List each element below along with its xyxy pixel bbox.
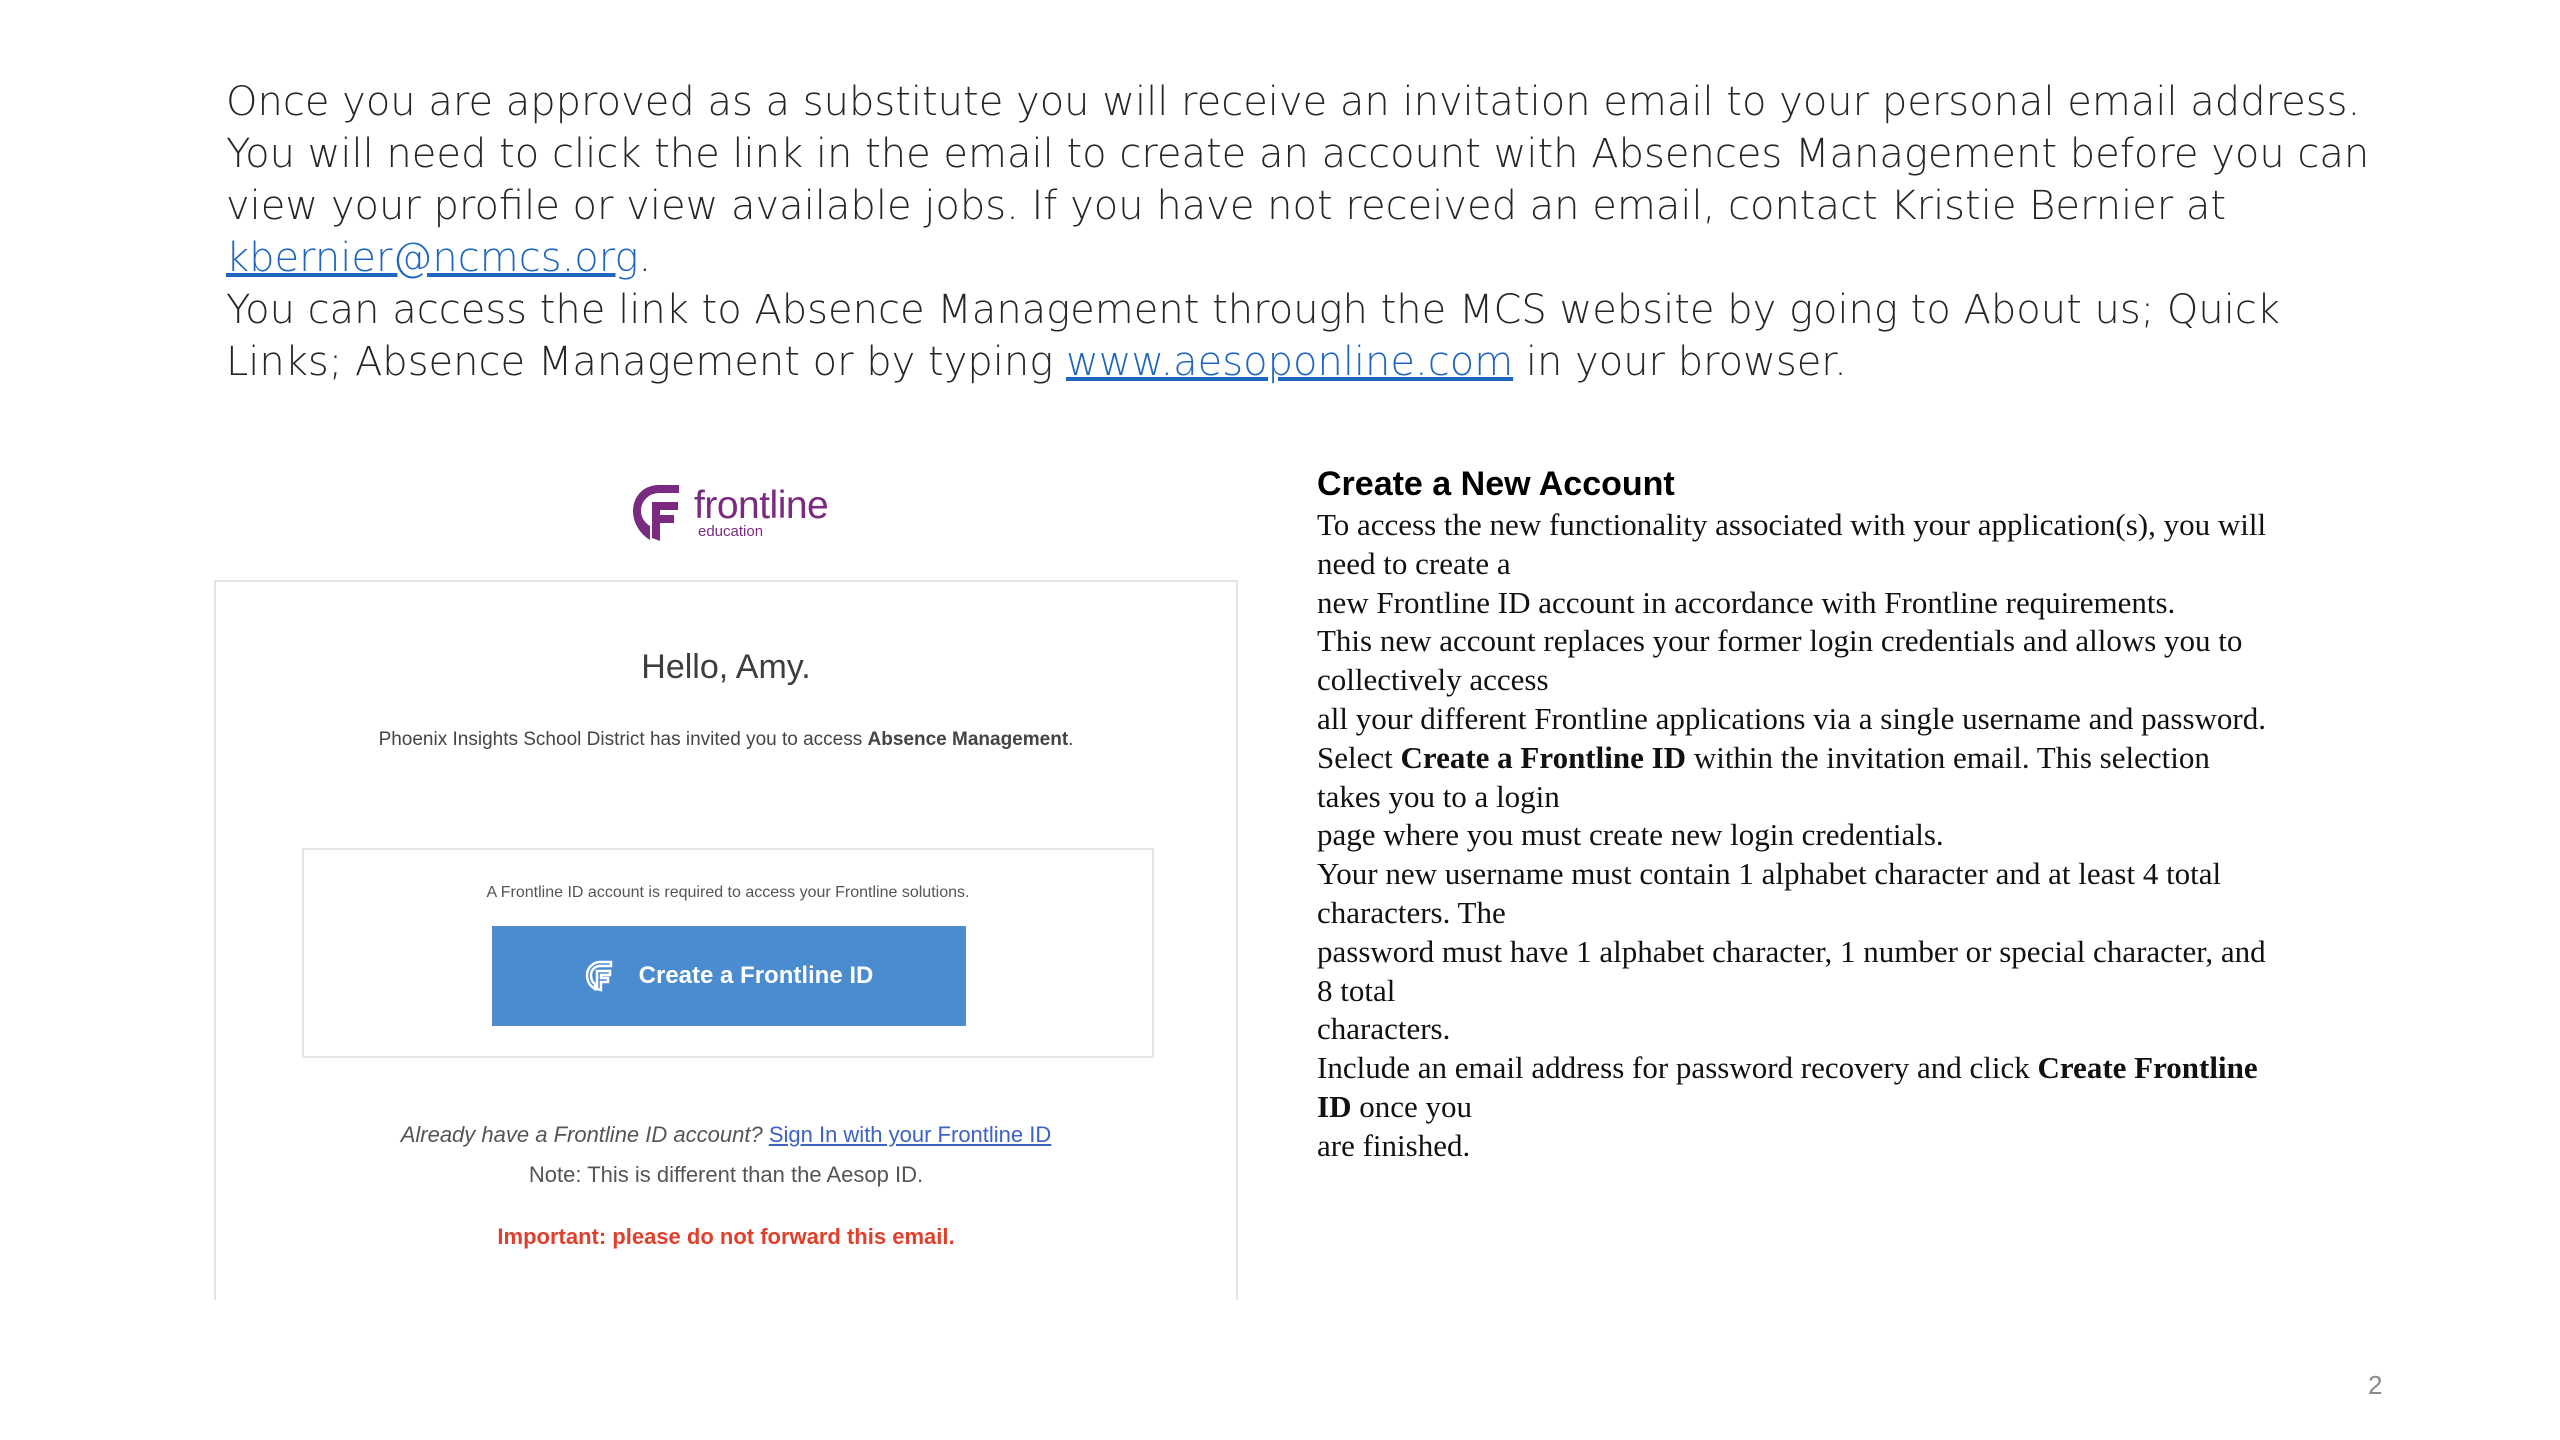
instructions-title: Create a New Account xyxy=(1317,465,1675,503)
note-text: Note: This is different than the Aesop ID. xyxy=(528,1162,924,1187)
instruction-line: takes you to a login xyxy=(1317,778,1560,814)
instruction-line: characters. The xyxy=(1317,894,1506,930)
important-warning: Important: please do not forward this email. xyxy=(497,1224,955,1249)
instruction-line: need to create a xyxy=(1317,545,1511,581)
logo-subtitle: education xyxy=(698,523,764,540)
instruction-bold: Create a Frontline ID xyxy=(1400,739,1687,775)
intro-text xyxy=(226,76,2406,388)
already-have-account xyxy=(216,1122,1236,1148)
instruction-text: Select xyxy=(1317,739,1393,775)
logo-text xyxy=(694,484,829,540)
create-button-label: Create a Frontline ID xyxy=(638,962,874,989)
signin-link[interactable]: Sign In with your Frontline ID xyxy=(768,1122,1052,1147)
instruction-line: characters. xyxy=(1317,1011,1451,1047)
frontline-icon xyxy=(585,960,615,992)
instruction-line xyxy=(1317,1049,2417,1088)
invitation-email-card xyxy=(214,580,1238,1300)
instruction-line: all your different Frontline applications via a single username and password. xyxy=(1317,700,2266,736)
instruction-line: Your new username must contain 1 alphabet character and at least 4 total xyxy=(1317,856,2222,892)
instruction-line: new Frontline ID account in accordance with Frontline requirements. xyxy=(1317,584,2176,620)
invite-prefix: Phoenix Insights School District has invited you to access xyxy=(378,729,863,750)
instructions-panel xyxy=(1317,462,2417,1166)
frontline-id-box xyxy=(302,848,1154,1058)
frontline-logo xyxy=(630,482,828,544)
frontline-logo-icon xyxy=(630,482,688,544)
already-have-text: Already have a Frontline ID account? xyxy=(400,1122,763,1147)
invite-text xyxy=(216,729,1236,751)
instruction-text: within the invitation email. This selection xyxy=(1693,739,2210,775)
instruction-line: To access the new functionality associated with your application(s), you will xyxy=(1317,507,2267,542)
instruction-line: 8 total xyxy=(1317,972,1396,1008)
requirement-text: A Frontline ID account is required to access your Frontline solutions. xyxy=(486,884,970,901)
create-frontline-id-button[interactable] xyxy=(492,926,966,1026)
intro-line-1: Once you are approved as a substitute you will receive an invitation email to your personal email address. You will need to click the link in the email to create an account with Absences Management before you can view your profile or view available jobs. If you have not received an email, contact Kristie Bernier at xyxy=(226,79,2370,229)
instruction-line: password must have 1 alphabet character, 1 number or special character, and xyxy=(1317,933,2266,969)
intro-line-2-before: You can access the link to Absence Management through the MCS website by going to About us; Quick Links; Absence Management or by typing xyxy=(226,287,2280,385)
invite-app-name: Absence Management xyxy=(867,729,1069,750)
instruction-line: This new account replaces your former login credentials and allows you to xyxy=(1317,623,2243,659)
instruction-line: collectively access xyxy=(1317,662,1549,698)
intro-period: . xyxy=(638,235,652,281)
website-link[interactable]: www.aesoponline.com xyxy=(1065,339,1514,385)
intro-paragraph-1 xyxy=(226,76,2406,284)
instruction-line: are finished. xyxy=(1317,1127,1471,1163)
instruction-text: once you xyxy=(1359,1088,1472,1124)
contact-email-link[interactable]: kbernier@ncmcs.org xyxy=(226,235,639,281)
intro-paragraph-2 xyxy=(226,284,2406,388)
greeting: Hello, Amy. xyxy=(641,648,811,686)
page-number: 2 xyxy=(2368,1370,2383,1400)
instruction-line xyxy=(1317,1088,2417,1127)
logo-word: frontline xyxy=(694,484,829,527)
instructions-body xyxy=(1317,506,2417,1166)
instruction-text: Include an email address for password recovery and click xyxy=(1317,1050,2030,1086)
instruction-bold: Create Frontline xyxy=(2037,1050,2258,1086)
invite-suffix: . xyxy=(1068,729,1074,750)
instruction-line: page where you must create new login credentials. xyxy=(1317,817,1944,853)
intro-line-2-after: in your browser. xyxy=(1525,339,1847,385)
instruction-bold: ID xyxy=(1317,1088,1352,1124)
instruction-line xyxy=(1317,739,2417,778)
